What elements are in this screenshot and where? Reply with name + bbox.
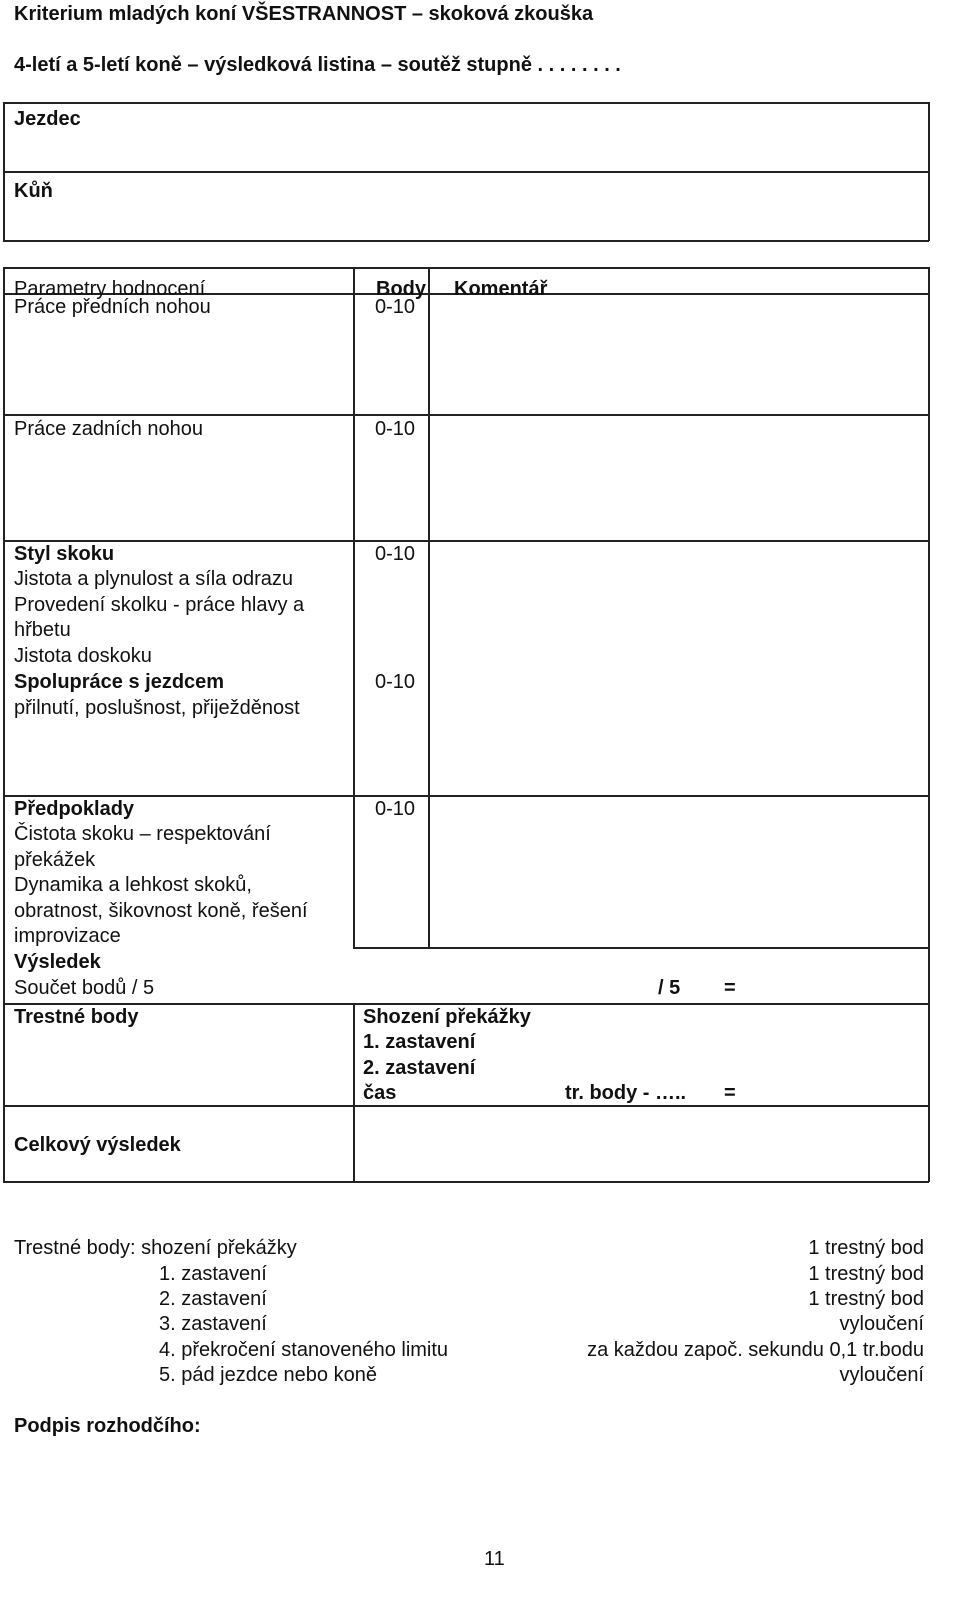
cooperation-label: Spolupráce s jezdcem — [14, 671, 225, 693]
hind-legs-points: 0-10 — [375, 418, 416, 440]
rider-box-top-border — [3, 102, 929, 104]
rider-label: Jezdec — [14, 108, 81, 130]
rider-box-left-border — [3, 102, 5, 241]
legend-item-text: 4. překročení stanoveného limitu — [159, 1339, 449, 1361]
table-right-border — [928, 267, 930, 1182]
row-divider-style-prerequisites — [3, 795, 929, 797]
parameters-header: Parametry hodnocení — [14, 278, 206, 300]
prerequisites-line: obratnost, šikovnost koně, řešení — [14, 900, 308, 922]
prerequisites-bottom-border — [353, 947, 929, 949]
horse-box-bottom-border — [3, 240, 929, 242]
prerequisites-label: Předpoklady — [14, 798, 135, 820]
prerequisites-line: Čistota skoku – respektování — [14, 823, 271, 845]
result-equals: = — [724, 977, 736, 999]
row-divider-hind-style — [3, 540, 929, 542]
legend-item-value: 1 trestný bod — [808, 1288, 924, 1310]
second-stop-label: 2. zastavení — [363, 1057, 476, 1079]
total-result-label: Celkový výsledek — [14, 1134, 181, 1156]
penalty-points-label: tr. body - ….. — [565, 1082, 687, 1104]
cooperation-points: 0-10 — [375, 671, 416, 693]
first-stop-label: 1. zastavení — [363, 1031, 476, 1053]
jump-style-line: Jistota doskoku — [14, 645, 152, 667]
legend-item-text: 2. zastavení — [159, 1288, 267, 1310]
legend-item-text: 1. zastavení — [159, 1263, 267, 1285]
jump-style-line: Provedení skolku - práce hlavy a — [14, 594, 305, 616]
points-sum-label: Součet bodů / 5 — [14, 977, 155, 999]
prerequisites-line: Dynamika a lehkost skoků, — [14, 874, 252, 896]
hind-legs-label: Práce zadních nohou — [14, 418, 204, 440]
penalty-equals: = — [724, 1082, 736, 1104]
cooperation-line: přilnutí, poslušnost, přiježděnost — [14, 697, 300, 719]
prerequisites-points: 0-10 — [375, 798, 416, 820]
rider-horse-divider — [3, 171, 929, 173]
legend-item-value: vyloučení — [839, 1313, 924, 1335]
jump-style-line: Jistota a plynulost a síla odrazu — [14, 568, 294, 590]
legend-item-text: 3. zastavení — [159, 1313, 267, 1335]
comment-column-border — [428, 267, 430, 948]
knockdown-label: Shození překážky — [363, 1006, 531, 1028]
result-label: Výsledek — [14, 951, 101, 973]
points-column-border-penalty — [353, 1003, 355, 1182]
penalty-label: Trestné body — [14, 1006, 139, 1028]
document-title: Kriterium mladých koní VŠESTRANNOST – skoková zkouška — [14, 3, 594, 25]
jump-style-line: hřbetu — [14, 619, 71, 641]
time-label: čas — [363, 1082, 397, 1104]
front-legs-points: 0-10 — [375, 296, 416, 318]
judge-signature-label: Podpis rozhodčího: — [14, 1415, 201, 1437]
table-bottom-border — [3, 1181, 929, 1183]
legend-intro-value: 1 trestný bod — [808, 1237, 924, 1259]
rider-box-right-border — [928, 102, 930, 241]
prerequisites-line: překážek — [14, 849, 96, 871]
prerequisites-line: improvizace — [14, 925, 121, 947]
legend-item-text: 5. pád jezdce nebo koně — [159, 1364, 377, 1386]
jump-style-label: Styl skoku — [14, 543, 115, 565]
comment-header: Komentář — [454, 278, 548, 300]
legend-item-value: za každou započ. sekundu 0,1 tr.bodu — [587, 1339, 924, 1361]
table-left-border — [3, 267, 5, 1182]
result-divisor: / 5 — [658, 977, 681, 999]
jump-style-points: 0-10 — [375, 543, 416, 565]
legend-intro: Trestné body: shození překážky — [14, 1237, 297, 1259]
points-column-border — [353, 267, 355, 948]
table-top-border — [3, 267, 929, 269]
points-header: Body — [376, 278, 426, 300]
front-legs-label: Práce předních nohou — [14, 296, 211, 318]
row-divider-penalty-total — [3, 1105, 929, 1107]
page-number: 11 — [484, 1548, 505, 1570]
document-subtitle: 4-letí a 5-letí koně – výsledková listina – soutěž stupně . . . . . . . . — [14, 54, 621, 76]
legend-item-value: vyloučení — [839, 1364, 924, 1386]
horse-label: Kůň — [14, 180, 53, 202]
legend-item-value: 1 trestný bod — [808, 1263, 924, 1285]
